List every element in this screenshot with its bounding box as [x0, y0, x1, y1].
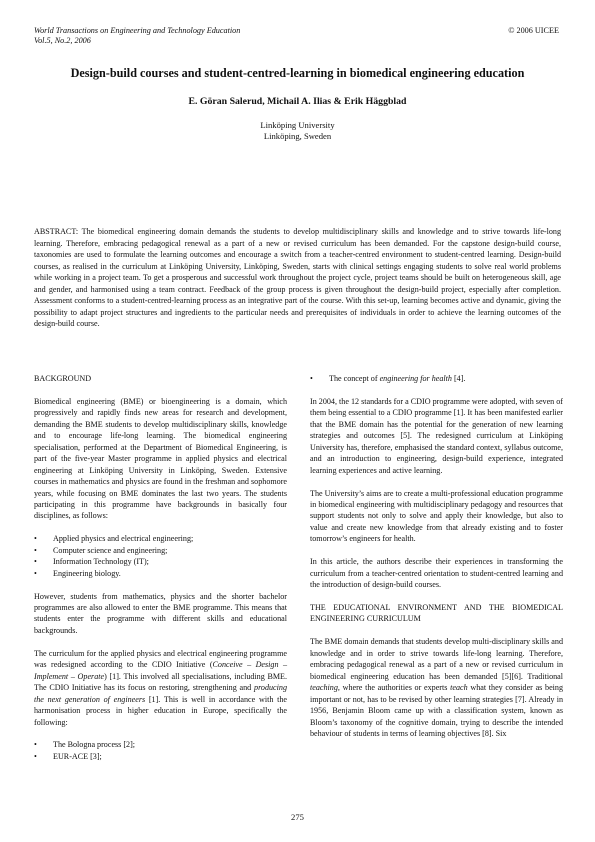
paragraph: Biomedical engineering (BME) or bioengineering is a domain, which progressively and rapidly finds new areas for research and development, demanding the BME students to develop multidisciplinary skills, knowledge and to encourage life-long learning. The biomedical engineering specialisation, performed at the Department of Biomedical Engineering, is part of the five-year Master programme in applied physics and electrical engineering at Linköping University in Linköping, Sweden. Extensive courses in mathematics and physics are found in the freshman and sophomore years, while focusing on BME dominates the last two years. The students participating in this programme have backgrounds in basically four disciplines, as follows: [34, 396, 287, 521]
right-column [310, 373, 563, 739]
list-item-text: Information Technology (IT); [53, 557, 149, 567]
page-number: 275 [291, 812, 304, 822]
continued-list [310, 373, 563, 384]
list-item-text: Engineering biology. [53, 568, 121, 578]
paragraph: In this article, the authors describe their experiences in transforming the curriculum from a teacher-centred orientation to student-centred learning and the introduction of design-build courses. [310, 557, 563, 590]
abstract: ABSTRACT: The biomedical engineering domain demands the students to develop multidisciplinary skills and knowledge and to strive towards life-long learning. Therefore, embracing pedagogical renewal as a part of a new or revised curriculum has been demanded. For the capstone design-build course, taxonomies are used to formulate the learning outcomes and encourage a switch from a teacher-centred environment to student-centred learning. Design-build courses, as realised in the curriculum at Linköping University, Linköping, Sweden, starts with clinical settings engaging students to solve real world problems while working in a project team. To get a prosperous and successful work throughout the project cycle, project teams should be built on heterogeneous skill, age and gender, and harmonised using a team contract. Feedback of the group process is given throughout the design-build project, especially after completion. Assessment conforms to a student-centred-learning process as an integrative part of the course. With this set-up, learning becomes active and dynamic, giving the possibility to adapt project structures and ingredients to the particular needs and prerequisites of individuals in order to achieve the learning outcomes of the design-build course. [34, 227, 561, 328]
text-run: ) [1]. This involved all specialisations, including BME. The CDIO Initiative has its focus on restoring, strengthening and [34, 671, 288, 693]
paper-authors: E. Göran Salerud, Michail A. Ilias & Erik Häggblad [188, 96, 407, 107]
bullet-icon: • [34, 534, 37, 544]
copyright-notice: © 2006 UICEE [508, 26, 559, 35]
list-item [34, 545, 287, 556]
left-column [34, 373, 287, 774]
journal-volume: Vol.5, No.2, 2006 [34, 36, 91, 45]
list-item [34, 568, 287, 579]
list-item [34, 739, 287, 750]
text-run: , where the authorities or experts [337, 683, 451, 693]
section-heading-background: BACKGROUND [34, 374, 92, 383]
paragraph-cdio [34, 648, 287, 728]
bullet-icon: • [34, 545, 37, 555]
bullet-icon: • [310, 374, 313, 383]
list-item-text: EUR-ACE [3]; [53, 751, 102, 761]
affiliation-line-2: Linköping, Sweden [263, 131, 332, 141]
text-run: The curriculum for the applied physics and electrical engineering programme was redesigned according to the CDIO Initiative ( [34, 648, 287, 670]
paragraph: The University’s aims are to create a multi-professional education programme in biomedical engineering with multidisciplinary pedagogy and resources that support students not only to solve and apply their knowledge, but also to value and create new knowledge from that already existing and to foster tomorrow’s engineers for health. [310, 488, 563, 544]
list-item-text: Applied physics and electrical engineering; [53, 534, 194, 544]
list-item [34, 533, 287, 544]
list-item [310, 373, 563, 384]
text-run: what they consider as being important or not, has to be revised by other learning strategies [7]. Already in 1956, Benjamin Bloom came up with a classification system, known as Bloom’s taxonomy of the cognitive domain, trying to describe the intended behaviour of students in terms of learning objectives [8]. Six [310, 683, 563, 738]
paragraph: However, students from mathematics, physics and the shorter bachelor programmes are also allowed to enter the BME programme. This means that students enter the programme with different skills and educational backgrounds. [34, 591, 287, 635]
running-header [34, 26, 240, 46]
list-item [34, 751, 287, 762]
bullet-icon: • [34, 740, 37, 750]
paragraph: In 2004, the 12 standards for a CDIO programme were adopted, with seven of them being essential to a CDIO programme [1]. It has been manifested earlier that the BME domain has the potential for the generation of new learning strategies and outcomes [5]. The redesigned curriculum at Linköping University has, therefore, emphasised the standard context, syllabus outcome, and an introduction to engineering, design-build experience, integrated learning experiences and active learning. [310, 396, 563, 475]
italic-text: Conceive – Design – Implement – Operate [34, 660, 287, 681]
bullet-icon: • [34, 568, 37, 578]
list-item [34, 556, 287, 567]
italic-text: engineering for health [379, 374, 452, 383]
paper-title: Design-build courses and student-centred-learning in biomedical engineering education [70, 66, 525, 80]
harmonisation-list [34, 739, 287, 762]
bullet-icon: • [34, 557, 37, 567]
text-run: [4]. [451, 374, 466, 383]
list-item-text: The Bologna process [2]; [53, 740, 136, 750]
section-heading-educational-environment: THE EDUCATIONAL ENVIRONMENT AND THE BIOMEDICAL ENGINEERING CURRICULUM [310, 603, 563, 624]
text-run: The BME domain demands that students develop multi-disciplinary skills and knowledge and in order to strive towards life-long learning. Therefore, embracing pedagogical renewal as a part of a new or revised curriculum in biomedical engineering education has been demanded [5][6]. Traditional [310, 637, 563, 681]
italic-text: producing the next generation of engineers [34, 683, 287, 704]
text-run: [1]. This is well in accordance with the harmonisation process in higher education in Europe, specifically the following: [34, 694, 287, 727]
list-item-text: Computer science and engineering; [53, 545, 168, 555]
italic-text: teaching [310, 683, 338, 693]
paragraph [310, 636, 563, 739]
discipline-list [34, 533, 287, 579]
journal-name: World Transactions on Engineering and Technology Education [34, 26, 241, 35]
bullet-icon: • [34, 751, 37, 761]
italic-text: teach [450, 683, 468, 693]
affiliation-line-1: Linköping University [260, 120, 335, 130]
text-run: The concept of [329, 374, 380, 383]
affiliation [20, 120, 575, 142]
